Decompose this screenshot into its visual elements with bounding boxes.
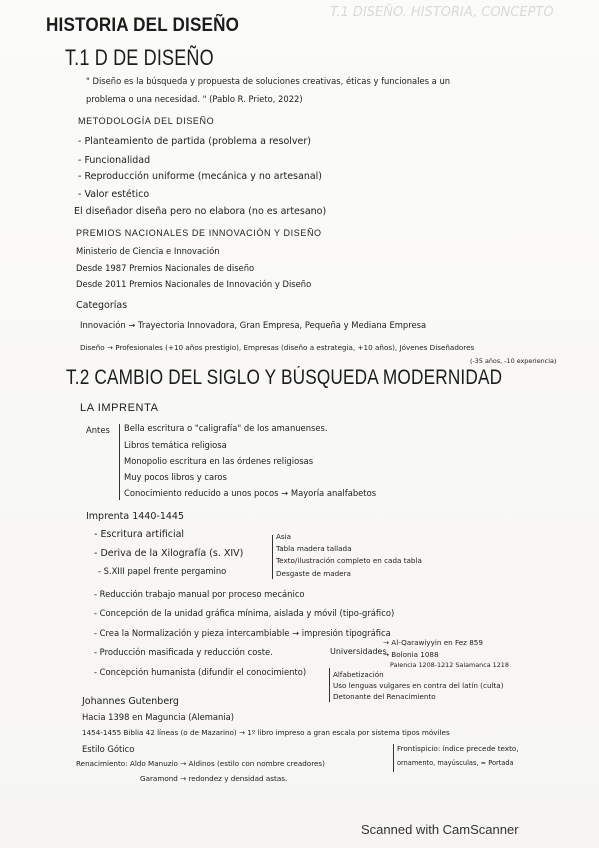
categoria-diseno: Diseño → Profesionales (+10 años prestigio), Empresas (diseño a estrategia, +10 años), Jóvenes Diseñadores xyxy=(80,343,475,352)
categoria-diseno-note: (-35 años, -10 experiencia) xyxy=(470,357,557,365)
consecuencia: Uso lenguas vulgares en contra del latín (culta) xyxy=(333,681,504,690)
imprenta-point: - Concepción humanista (difundir el conocimiento) xyxy=(94,667,307,677)
antes-item: Monopolio escritura en las órdenes religiosas xyxy=(124,456,314,466)
categoria-innovacion: Innovación → Trayectoria Innovadora, Gran Empresa, Pequeña y Mediana Empresa xyxy=(80,320,427,330)
gutenberg-line: 1454-1455 Biblia 42 líneas (o de Mazarino) → 1º libro impreso a gran escala por sistema tipos móviles xyxy=(82,728,450,737)
universidad: → Bolonia 1088 xyxy=(383,650,439,659)
imprenta-point: - Crea la Normalización y pieza intercambiable → impresión tipográfica xyxy=(94,628,391,638)
xilografia-bracket xyxy=(272,535,273,579)
quote-line-2: problema o una necesidad. " (Pablo R. Prieto, 2022) xyxy=(86,94,303,104)
imprenta-point: - Concepción de la unidad gráfica mínima, aislada y móvil (tipo-gráfico) xyxy=(94,608,395,618)
gutenberg-line: Garamond → redondez y densidad astas. xyxy=(140,774,288,783)
antes-bracket xyxy=(119,424,120,500)
antes-item: Muy pocos libros y caros xyxy=(124,472,227,482)
premios-line: Desde 1987 Premios Nacionales de diseño xyxy=(76,263,255,273)
xilografia-note: Desgaste de madera xyxy=(276,569,351,578)
premios-title: PREMIOS NACIONALES DE INNOVACIÓN Y DISEÑO xyxy=(76,228,322,238)
quote-line-1: " Diseño es la búsqueda y propuesta de soluciones creativas, éticas y funcionales a un xyxy=(86,76,451,86)
unit1-heading: T.1 D DE DISEÑO xyxy=(65,45,214,70)
metodologia-item: - Funcionalidad xyxy=(78,155,151,166)
unit2-heading: T.2 CAMBIO DEL SIGLO Y BÚSQUEDA MODERNIDAD xyxy=(66,366,503,389)
consecuencia: Alfabetización xyxy=(333,670,384,679)
scanner-watermark: Scanned with CamScanner xyxy=(361,822,519,837)
imprenta-title: LA IMPRENTA xyxy=(80,402,159,414)
bleed-through-text: T.1 DISEÑO. HISTORIA, CONCEPTO xyxy=(330,5,554,20)
gutenberg-line: Hacia 1398 en Maguncia (Alemania) xyxy=(82,712,235,722)
antes-item: Bella escritura o "caligrafía" de los amanuenses. xyxy=(124,423,328,433)
antes-label: Antes xyxy=(86,425,110,435)
universidad: Palencia 1208-1212 Salamanca 1218 xyxy=(390,661,509,669)
frontispicio-bracket xyxy=(393,744,394,772)
imprenta-point: - Escritura artificial xyxy=(94,529,185,540)
imprenta-point: - Deriva de la Xilografía (s. XIV) xyxy=(94,548,244,559)
page-title: HISTORIA DEL DISEÑO xyxy=(46,15,240,36)
gutenberg-title: Johannes Gutenberg xyxy=(82,696,179,707)
metodologia-item: - Valor estético xyxy=(78,189,150,200)
metodologia-title: METODOLOGÍA DEL DISEÑO xyxy=(78,116,215,126)
antes-item: Libros temática religiosa xyxy=(124,440,227,450)
xilografia-note: Texto/ilustración completo en cada tabla xyxy=(276,556,422,565)
premios-line: Desde 2011 Premios Nacionales de Innovación y Diseño xyxy=(76,279,312,289)
consecuencia: Detonante del Renacimiento xyxy=(333,692,436,701)
gutenberg-line: Renacimiento: Aldo Manuzio → Aldinos (estilo con nombre creadores) xyxy=(76,759,325,768)
imprenta-dates: Imprenta 1440-1445 xyxy=(86,511,184,522)
metodologia-item: - Planteamiento de partida (problema a resolver) xyxy=(78,136,311,147)
consecuencias-bracket xyxy=(329,668,330,702)
universidades-label: Universidades xyxy=(330,647,387,656)
metodologia-item: - Reproducción uniforme (mecánica y no artesanal) xyxy=(78,171,323,182)
imprenta-point: - Reducción trabajo manual por proceso mecánico xyxy=(94,589,305,599)
categorias-title: Categorías xyxy=(76,300,128,311)
xilografia-note: Tabla madera tallada xyxy=(276,544,352,553)
disenador-note: El diseñador diseña pero no elabora (no es artesano) xyxy=(74,206,327,217)
antes-item: Conocimiento reducido a unos pocos → Mayoría analfabetos xyxy=(124,488,377,498)
frontispicio-line: ornamento, mayúsculas, ≈ Portada xyxy=(397,759,514,767)
imprenta-point: - S.XIII papel frente pergamino xyxy=(98,566,227,576)
frontispicio-line: Frontispicio: índice precede texto, xyxy=(397,744,519,753)
xilografia-note: Asia xyxy=(276,532,292,541)
universidad: → Al-Qarawiyyin en Fez 859 xyxy=(383,638,483,647)
imprenta-point: - Producción masificada y reducción coste. xyxy=(94,647,273,657)
premios-line: Ministerio de Ciencia e Innovación xyxy=(76,246,220,256)
gutenberg-line: Estilo Gótico xyxy=(82,744,135,754)
